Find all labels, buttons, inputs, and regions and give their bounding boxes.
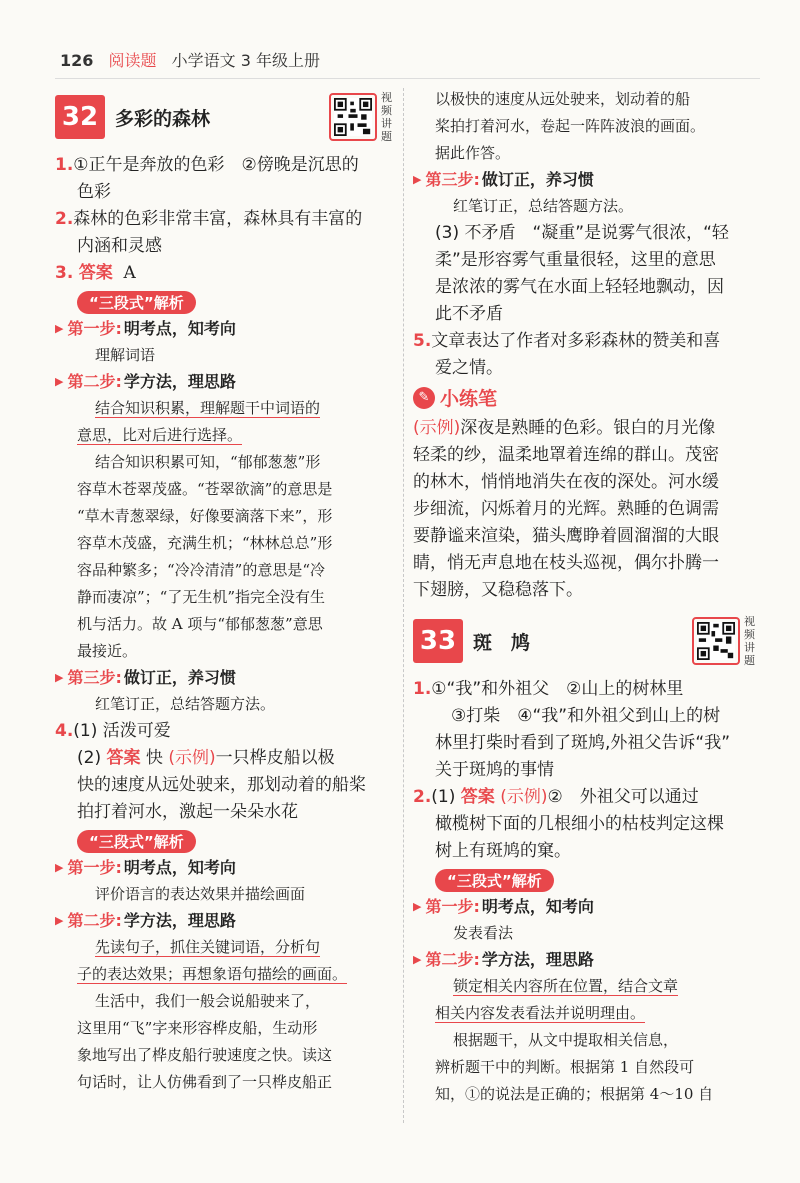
step-3-detail: 红笔订正，总结答题方法。 (95, 695, 276, 713)
step-arrow-icon: ▶ (413, 953, 422, 966)
analysis-text: 根据题干，从文中提取相关信息， 辨析题干中的判断。根据第 1 自然段可 知，①的说法是正确的；根据第 4～10 自 (435, 1031, 714, 1103)
step-3: ▶ 第三步: 做订正，养习惯 (55, 665, 395, 691)
answer-4-2-cont: 快的速度从远处驶来，那划动着的船桨 (77, 775, 366, 795)
answer-1-cont: 色彩 (77, 182, 111, 202)
step-2: ▶ 第二步: 学方法，理思路 (55, 369, 395, 395)
answer-2: 2.森林的色彩非常丰富，森林具有丰富的 (55, 209, 363, 229)
qr-label: 视频讲题 (381, 91, 392, 143)
lesson-title: 多彩的森林 (115, 107, 211, 130)
step-1: ▶ 第一步: 明考点，知考向 (55, 855, 395, 881)
step-1-detail: 发表看法 (453, 924, 514, 942)
answer-4-2: (2) 答案 快 (示例)一只桦皮船以极 (77, 748, 335, 768)
step-1: ▶ 第一步: 明考点，知考向 (55, 316, 395, 342)
lesson-number-badge: 32 (55, 95, 105, 139)
answer-4-3: (3) 不矛盾 “凝重”是说雾气很浓，“轻 柔”是形容雾气重量很轻，这里的意思 是浓浓的雾气在水面上轻轻地飘动，因 此不矛盾 (435, 223, 729, 324)
step-arrow-icon: ▶ (55, 914, 64, 927)
step-arrow-icon: ▶ (55, 322, 64, 335)
header-rule (55, 78, 760, 79)
section-32-title (55, 88, 395, 146)
column-divider (403, 88, 404, 1123)
qr-label: 视频讲题 (744, 615, 755, 667)
analysis-continued: 以极快的速度从远处驶来，划动着的船 桨拍打着河水，卷起一阵阵波浪的画面。 据此作答。 (435, 90, 706, 162)
step-arrow-icon: ▶ (413, 173, 422, 186)
lesson-number-badge: 33 (413, 619, 463, 663)
method-text: 意思，比对后进行选择。 (77, 426, 243, 444)
method-text: 相关内容发表看法并说明理由。 (435, 1004, 646, 1022)
step-arrow-icon: ▶ (55, 671, 64, 684)
answer-1: 1.①正午是奔放的色彩 ②傍晚是沉思的 (55, 155, 359, 175)
qr-code-icon[interactable] (329, 93, 377, 141)
pencil-icon: ✎ (413, 387, 435, 409)
step-1-detail: 理解词语 (95, 346, 156, 364)
section-33-title (413, 612, 758, 670)
method-text: 锁定相关内容所在位置，结合文章 (453, 977, 679, 995)
step-3-detail: 红笔订正，总结答题方法。 (453, 197, 634, 215)
answer-1: 1.①“我”和外祖父 ②山上的树林里 ③打柴 ④“我”和外祖父到山上的树 林里打柴时看到了斑鸠,外祖父告诉“我” 关于斑鸠的事情 (413, 679, 731, 780)
step-2: ▶ 第二步: 学方法，理思路 (413, 947, 758, 973)
step-1: ▶ 第一步: 明考点，知考向 (413, 894, 758, 920)
step-arrow-icon: ▶ (55, 861, 64, 874)
book-title: 小学语文 3 年级上册 (171, 51, 320, 70)
section-tag: 阅读题 (108, 51, 157, 70)
step-3: ▶ 第三步: 做订正，养习惯 (413, 167, 758, 193)
answer-2-cont: 内涵和灵感 (77, 236, 162, 256)
answer-2-cont: 橄榄树下面的几根细小的枯枝判定这棵 (435, 814, 724, 834)
analysis-text: 生活中，我们一般会说船驶来了， 这里用“飞”字来形容桦皮船，生动形 象地写出了桦皮船行驶速度之快。读这 句话时，让人仿佛看到了一只桦皮船正 (77, 992, 333, 1091)
three-step-pill: “三段式”解析 (77, 830, 196, 853)
lesson-title: 斑 鸠 (473, 631, 531, 654)
practice-text: (示例)深夜是熟睡的色彩。银白的月光像 轻柔的纱，温柔地罩着连绵的群山。茂密 的林木，悄悄地消失在夜的深处。河水缓 步细流，闪烁着月的光辉。熟睡的色调需 要静谧来渲染，猫头鹰睁着圆溜溜的大眼 睛，悄无声息地在枝头巡视，偶尔扑腾一 下翅膀，又稳稳落下。 (413, 418, 719, 600)
step-2: ▶ 第二步: 学方法，理思路 (55, 908, 395, 934)
answer-5-cont: 爱之情。 (435, 358, 503, 378)
answer-5: 5.文章表达了作者对多彩森林的赞美和喜 (413, 331, 721, 351)
answer-2-cont: 树上有斑鸠的窠。 (435, 841, 571, 861)
step-1-detail: 评价语言的表达效果并描绘画面 (95, 885, 306, 903)
three-step-pill: “三段式”解析 (77, 291, 196, 314)
qr-code-icon[interactable] (692, 617, 740, 665)
method-text: 先读句子，抓住关键词语，分析句 (95, 938, 321, 956)
page-number: 126 (60, 51, 94, 70)
practice-heading: ✎ 小练笔 (413, 384, 758, 411)
answer-2: 2.(1) 答案 (示例)② 外祖父可以通过 (413, 787, 699, 807)
analysis-text: 结合知识积累可知，“郁郁葱葱”形 容草木苍翠茂盛。“苍翠欲滴”的意思是 “草木青葱翠绿，好像要滴落下来”，形 容草木茂盛，充满生机；“林林总总”形 容品种繁多；“冷冷清清”的意思是“冷 静而凄凉”；“了无生机”指完全没有生 机与活力。故 A 项与“郁郁葱葱”意思 最接近。 (77, 453, 333, 660)
page-header (60, 48, 320, 71)
left-column (55, 88, 395, 1096)
three-step-pill: “三段式”解析 (435, 869, 554, 892)
method-text: 子的表达效果；再想象语句描绘的画面。 (77, 965, 348, 983)
answer-4-2-cont: 拍打着河水，激起一朵朵水花 (77, 802, 298, 822)
step-arrow-icon: ▶ (55, 375, 64, 388)
right-column (413, 86, 758, 1108)
step-arrow-icon: ▶ (413, 900, 422, 913)
answer-3: 3. 答案 A (55, 263, 136, 283)
answer-4: 4.(1) 活泼可爱 (55, 721, 171, 741)
method-text: 结合知识积累，理解题干中词语的 (95, 399, 321, 417)
